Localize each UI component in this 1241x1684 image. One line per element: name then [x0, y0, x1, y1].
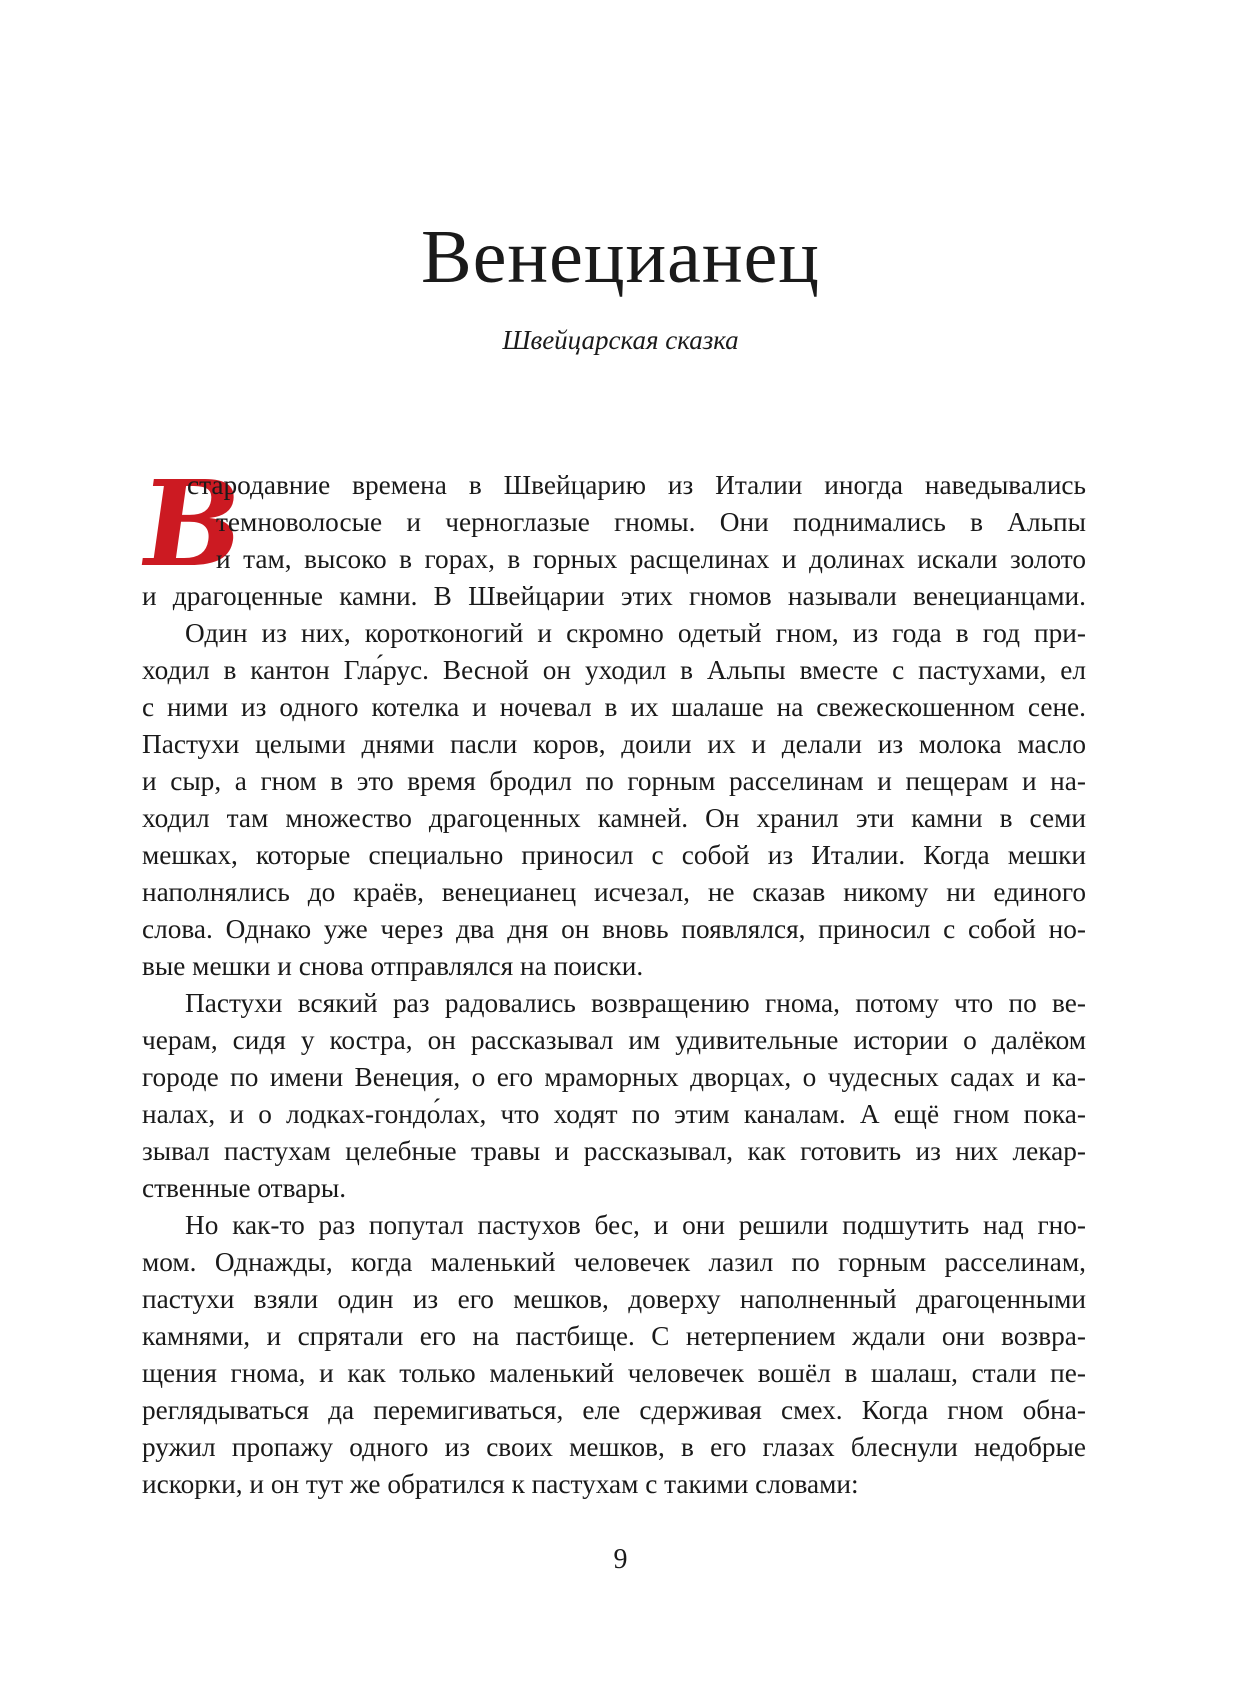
text-line: налах, и о лодках-гондо́лах, что ходят по этим каналам. А ещё гном пока-	[142, 1099, 1086, 1129]
drop-cap: В	[132, 454, 252, 593]
text-line: и там, высоко в горах, в горных расщелинах и долинах искали золото	[216, 544, 1086, 574]
text-line: с ними из одного котелка и ночевал в их шалаше на свежескошенном сене.	[142, 692, 1086, 722]
text-line: ственные отвары.	[142, 1173, 347, 1203]
text-line: искорки, и он тут же обратился к пастухам с такими словами:	[142, 1469, 859, 1499]
text-line: зывал пастухам целебные травы и рассказывал, как готовить из них лекар-	[142, 1136, 1086, 1166]
body-text	[142, 467, 1086, 1503]
text-line: пастухи взяли один из его мешков, доверху наполненный драгоценными	[142, 1284, 1086, 1314]
text-line: слова. Однако уже через два дня он вновь появлялся, приносил с собой но-	[142, 914, 1086, 944]
page-number: 9	[613, 1544, 628, 1575]
text-line: щения гнома, и как только маленький человечек вошёл в шалаш, стали пе-	[142, 1358, 1086, 1388]
text-line: черам, сидя у костра, он рассказывал им удивительные истории о далёком	[142, 1025, 1086, 1055]
text-line: Пастухи целыми днями пасли коров, доили их и делали из молока масло	[142, 729, 1086, 759]
text-line: ходил там множество драгоценных камней. Он хранил эти камни в семи	[142, 803, 1086, 833]
text-line: и сыр, а гном в это время бродил по горным расселинам и пещерам и на-	[142, 766, 1086, 796]
text-line: Но как-то раз попутал пастухов бес, и они решили подшутить над гно-	[185, 1210, 1086, 1240]
text-line: стародавние времена в Швейцарию из Италии иногда наведывались	[187, 470, 1086, 500]
text-line: реглядываться да перемигиваться, еле сдерживая смех. Когда гном обна-	[142, 1395, 1086, 1425]
subtitle: Швейцарская сказка	[502, 325, 739, 355]
text-line: мом. Однажды, когда маленький человечек лазил по горным расселинам,	[142, 1247, 1086, 1277]
text-line: мешках, которые специально приносил с собой из Италии. Когда мешки	[142, 840, 1086, 870]
text-line: ружил пропажу одного из своих мешков, в его глазах блеснули недобрые	[142, 1432, 1086, 1462]
text-line: Один из них, коротконогий и скромно одетый гном, из года в год при-	[185, 618, 1086, 648]
text-line: городе по имени Венеция, о его мраморных дворцах, о чудесных садах и ка-	[142, 1062, 1086, 1092]
text-line: темноволосые и черноглазые гномы. Они поднимались в Альпы	[216, 507, 1086, 537]
text-line: ходил в кантон Гла́рус. Весной он уходил в Альпы вместе с пастухами, ел	[142, 655, 1086, 685]
page-title: Венецианец	[421, 215, 820, 299]
text-line: камнями, и спрятали его на пастбище. С нетерпением ждали они возвра-	[142, 1321, 1086, 1351]
text-line: наполнялись до краёв, венецианец исчезал, не сказав никому ни единого	[142, 877, 1086, 907]
text-line: и драгоценные камни. В Швейцарии этих гномов называли венецианцами.	[142, 581, 1086, 611]
text-line: Пастухи всякий раз радовались возвращению гнома, потому что по ве-	[185, 988, 1086, 1018]
text-line: вые мешки и снова отправлялся на поиски.	[142, 951, 644, 981]
